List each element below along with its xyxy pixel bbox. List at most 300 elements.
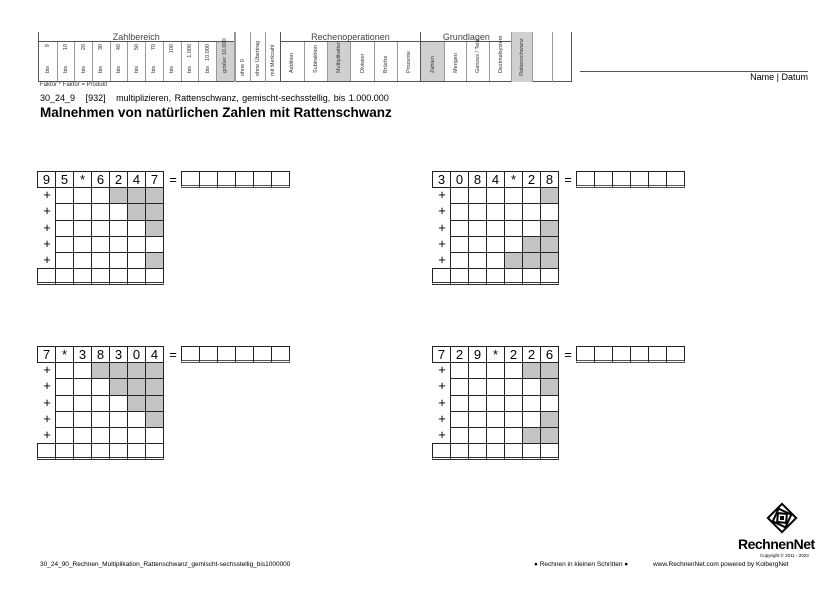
range-prefix: bis [80,65,87,73]
multiplication-task [433,347,685,460]
result-box[interactable] [253,346,272,363]
answer-cell[interactable] [486,427,505,444]
plus-sign: + [438,426,446,442]
answer-cell[interactable] [91,427,110,444]
answer-cell[interactable] [73,236,92,253]
range-prefix: bis [63,65,70,73]
problem-digit: 9 [468,346,487,363]
shaded-cell [540,378,559,395]
page-title: Malnehmen von natürlichen Zahlen mit Rattenschwanz [40,105,392,120]
result-box[interactable] [271,171,290,188]
logo-text: RechnenNet [738,536,815,552]
answer-cell[interactable] [127,252,146,269]
result-box[interactable] [199,171,218,188]
answer-cell[interactable] [55,252,74,269]
sum-cell[interactable] [468,443,487,460]
header-column [327,42,350,81]
answer-cell[interactable] [109,236,128,253]
shaded-cell [127,362,146,379]
range-prefix: bis [44,65,51,73]
header-column [421,42,444,81]
answer-cell[interactable] [73,411,92,428]
footer-filename: 30_24_90_Rechnen_Multiplikation_Rattenschwanz_gemischt-sechsstellig_bis1000000 [40,561,291,568]
partial-product-row [433,253,685,269]
answer-cell[interactable] [522,411,541,428]
answer-cell[interactable] [145,427,164,444]
partial-product-row [433,204,685,220]
answer-cell[interactable] [109,252,128,269]
problem-digit: * [73,171,92,188]
sum-cell[interactable] [504,268,523,285]
multiplication-task [38,347,290,460]
plus-sign: + [438,235,446,251]
answer-cell[interactable] [55,187,74,204]
problem-digit: 4 [127,171,146,188]
answer-cell[interactable] [91,236,110,253]
partial-product-row [433,396,685,412]
answer-cell[interactable] [55,220,74,237]
plus-sign: + [438,187,446,203]
problem-digit: 6 [91,171,110,188]
range-value: größer 10.000 [222,38,229,73]
shaded-cell [127,395,146,412]
problem-digit: 4 [486,171,505,188]
result-box[interactable] [181,171,200,188]
sum-cell[interactable] [468,268,487,285]
shaded-cell [145,187,164,204]
answer-cell[interactable] [109,220,128,237]
header-column [374,42,397,81]
shaded-cell [109,362,128,379]
problem-row [433,347,559,363]
answer-cell[interactable] [450,395,469,412]
answer-cell[interactable] [522,187,541,204]
result-box[interactable] [666,346,685,363]
result-boxes [577,172,685,188]
answer-cell[interactable] [486,395,505,412]
range-prefix: bis [98,65,105,73]
problem-digit: 3 [432,171,451,188]
problem-digit: 6 [540,346,559,363]
result-box[interactable] [271,346,290,363]
result-box[interactable] [576,346,595,363]
shaded-cell [145,395,164,412]
answer-cell[interactable] [91,203,110,220]
sum-cell[interactable] [432,268,451,285]
answer-cell[interactable] [504,395,523,412]
sum-cell[interactable] [145,268,164,285]
plus-sign: + [438,394,446,410]
answer-cell[interactable] [504,362,523,379]
problem-digit: 7 [432,346,451,363]
answer-cell[interactable] [486,362,505,379]
answer-cell[interactable] [127,427,146,444]
result-box[interactable] [217,171,236,188]
shaded-cell [109,378,128,395]
answer-cell[interactable] [468,362,487,379]
range-prefix: bis [116,65,123,73]
range-prefix: bis [169,65,176,73]
header-column [304,42,327,81]
operation-label: Division [359,53,366,73]
sum-cell[interactable] [127,268,146,285]
answer-cell[interactable] [468,411,487,428]
header-column [281,42,304,81]
result-box[interactable] [666,171,685,188]
answer-cell[interactable] [450,220,469,237]
answer-cell[interactable] [73,395,92,412]
partial-product-row [433,188,685,204]
shaded-cell [127,187,146,204]
problem-digit: 8 [91,346,110,363]
answer-cell[interactable] [55,378,74,395]
grundlagen-group [420,32,511,81]
range-value: 30 [98,44,105,51]
sum-cell[interactable] [109,443,128,460]
answer-cell[interactable] [468,395,487,412]
answer-cell[interactable] [55,236,74,253]
result-box[interactable] [199,346,218,363]
header-column [39,42,57,81]
operation-label: Brüche [382,55,389,73]
answer-cell[interactable] [450,187,469,204]
partial-product-row [38,221,290,237]
answer-cell[interactable] [91,411,110,428]
shaded-cell [145,411,164,428]
sum-cell[interactable] [450,443,469,460]
shaded-cell [540,236,559,253]
result-box[interactable] [181,346,200,363]
problem-digit: 8 [468,171,487,188]
answer-cell[interactable] [73,187,92,204]
logo-spiral-icon [764,500,800,536]
answer-cell[interactable] [55,427,74,444]
partial-product-row [38,412,290,428]
result-boxes [182,172,290,188]
shaded-cell [540,427,559,444]
range-prefix: bis [186,65,193,73]
sum-cell[interactable] [504,443,523,460]
range-value: 9 [44,44,51,48]
operation-label: Addition [289,53,296,73]
sum-row [38,444,290,460]
plus-sign: + [438,362,446,378]
sum-cell[interactable] [55,443,74,460]
zahlbereich-group-title: Zahlbereich [39,32,234,42]
worksheet-code: 30_24_9 [40,93,76,103]
result-box[interactable] [612,171,631,188]
sum-row [433,444,685,460]
rattenschwanz-label: Rattenschwanz [519,38,526,76]
header-column [250,32,265,82]
shaded-cell [145,378,164,395]
answer-cell[interactable] [522,203,541,220]
answer-cell[interactable] [73,252,92,269]
problem-row [38,172,164,188]
answer-cell[interactable] [450,203,469,220]
shaded-cell [504,252,523,269]
answer-cell[interactable] [468,220,487,237]
shaded-cell [540,187,559,204]
operation-label: Subtraktion [313,45,319,73]
sum-cell[interactable] [91,268,110,285]
equals-sign: = [564,172,572,187]
answer-cell[interactable] [450,411,469,428]
sum-cell[interactable] [522,268,541,285]
answer-cell[interactable] [450,427,469,444]
answer-cell[interactable] [540,395,559,412]
sum-cell[interactable] [73,443,92,460]
sum-cell[interactable] [91,443,110,460]
basics-label: Zahlen [429,56,436,73]
answer-cell[interactable] [504,411,523,428]
equals-sign: = [564,347,572,362]
range-value: 70 [151,44,158,51]
answer-cell[interactable] [468,378,487,395]
partial-product-row [433,237,685,253]
header-column [489,35,512,81]
partial-product-row [433,379,685,395]
header-column [350,42,373,81]
problem-row [433,172,559,188]
partial-product-row [38,237,290,253]
multiplication-task [38,172,290,285]
partial-product-row [38,428,290,444]
basics-label: Dezimalsystem [497,35,504,73]
problem-digit: 0 [450,171,469,188]
answer-cell[interactable] [145,236,164,253]
answer-cell[interactable] [522,378,541,395]
answer-cell[interactable] [486,203,505,220]
result-boxes [577,347,685,363]
answer-cell[interactable] [109,427,128,444]
result-box[interactable] [594,171,613,188]
shaded-cell [522,252,541,269]
equals-sign: = [169,172,177,187]
partial-product-row [38,253,290,269]
result-box[interactable] [576,171,595,188]
answer-cell[interactable] [55,411,74,428]
answer-cell[interactable] [91,252,110,269]
plus-sign: + [43,426,51,442]
header-column [466,38,489,81]
answer-cell[interactable] [55,362,74,379]
answer-cell[interactable] [504,203,523,220]
problem-digit: 7 [145,171,164,188]
result-box[interactable] [253,171,272,188]
sum-cell[interactable] [109,268,128,285]
answer-cell[interactable] [55,203,74,220]
answer-cell[interactable] [109,395,128,412]
sum-cell[interactable] [540,443,559,460]
problem-digit: 3 [109,346,128,363]
copyright: Copyright © 2011 - 2023 [760,553,809,558]
plus-sign: + [43,203,51,219]
sum-cell[interactable] [37,443,56,460]
sum-row [433,269,685,285]
range-prefix: bis [133,65,140,73]
sum-cell[interactable] [540,268,559,285]
shaded-cell [145,252,164,269]
answer-cell[interactable] [486,252,505,269]
range-value: 50 [133,44,140,51]
answer-cell[interactable] [522,220,541,237]
partial-product-row [433,221,685,237]
worksheet-code-line [40,93,389,103]
result-box[interactable] [594,346,613,363]
name-date-label: Name | Datum [750,72,808,82]
problem-digit: 2 [450,346,469,363]
plus-sign: + [438,251,446,267]
shaded-cell [540,362,559,379]
answer-cell[interactable] [468,427,487,444]
problem-digit: 2 [522,171,541,188]
answer-cell[interactable] [55,395,74,412]
problem-digit: 4 [145,346,164,363]
answer-cell[interactable] [468,187,487,204]
problem-digit: 5 [55,171,74,188]
basics-label: Ganzes / Teile [475,38,482,73]
answer-cell[interactable] [504,187,523,204]
answer-cell[interactable] [504,220,523,237]
answer-cell[interactable] [109,411,128,428]
answer-cell[interactable] [540,203,559,220]
shaded-cell [540,252,559,269]
shaded-cell [540,220,559,237]
answer-cell[interactable] [468,203,487,220]
answer-cell[interactable] [504,236,523,253]
sum-cell[interactable] [486,268,505,285]
operation-label: Prozente [406,50,413,73]
range-prefix: bis [204,65,211,73]
plus-sign: + [43,251,51,267]
range-prefix: bis [151,65,158,73]
result-box[interactable] [630,171,649,188]
partial-product-row [433,412,685,428]
answer-cell[interactable] [468,236,487,253]
answer-cell[interactable] [486,236,505,253]
answer-cell[interactable] [127,411,146,428]
result-box[interactable] [612,346,631,363]
problem-digit: 9 [37,171,56,188]
sum-cell[interactable] [127,443,146,460]
sum-cell[interactable] [55,268,74,285]
plus-sign: + [43,410,51,426]
multiplication-task [433,172,685,285]
category-header-table [38,32,572,82]
problem-row [38,347,164,363]
rechnennet-logo [764,500,800,536]
sum-cell[interactable] [37,268,56,285]
header-column [198,42,216,81]
answer-cell[interactable] [522,395,541,412]
result-box[interactable] [630,346,649,363]
header-column [216,38,234,81]
sum-cell[interactable] [522,443,541,460]
plus-sign: + [43,362,51,378]
result-box[interactable] [235,346,254,363]
answer-cell[interactable] [73,220,92,237]
shaded-cell [145,220,164,237]
operation-label: Multiplikation [336,41,343,73]
rechenoperationen-group [280,32,421,81]
sum-row [38,269,290,285]
shaded-cell [91,362,110,379]
answer-cell[interactable] [91,378,110,395]
extra-label: mit Merkzahl [269,44,276,76]
sum-cell[interactable] [486,443,505,460]
shaded-cell [127,378,146,395]
answer-cell[interactable] [73,362,92,379]
header-column [512,32,532,82]
header-column [444,42,467,81]
shaded-cell [522,362,541,379]
answer-cell[interactable] [504,427,523,444]
sum-cell[interactable] [145,443,164,460]
problem-digit: 8 [540,171,559,188]
answer-cell[interactable] [450,252,469,269]
answer-cell[interactable] [127,236,146,253]
answer-cell[interactable] [91,395,110,412]
answer-cell[interactable] [486,378,505,395]
answer-cell[interactable] [450,362,469,379]
shaded-cell [522,427,541,444]
answer-cell[interactable] [91,220,110,237]
answer-cell[interactable] [91,187,110,204]
answer-cell[interactable] [450,378,469,395]
answer-cell[interactable] [73,427,92,444]
header-column [92,42,110,81]
basics-label: Mengen [452,53,459,73]
sum-cell[interactable] [450,268,469,285]
footer-site: www.RechnenNet.com powered by KolbergNet [653,561,789,568]
result-box[interactable] [648,346,667,363]
range-value: 100 [169,44,176,54]
partial-product-row [38,396,290,412]
answer-cell[interactable] [486,411,505,428]
problem-digit: * [504,171,523,188]
header-column [552,32,571,82]
result-box[interactable] [235,171,254,188]
plus-sign: + [438,378,446,394]
answer-cell[interactable] [486,187,505,204]
answer-cell[interactable] [127,220,146,237]
result-box[interactable] [217,346,236,363]
equals-sign: = [169,347,177,362]
partial-product-row [38,379,290,395]
partial-product-row [38,363,290,379]
grundlagen-group-title: Grundlagen [421,32,511,42]
answer-cell[interactable] [450,236,469,253]
result-boxes [182,347,290,363]
problem-digit: * [486,346,505,363]
header-column [110,42,128,81]
partial-product-row [38,204,290,220]
answer-cell[interactable] [109,203,128,220]
problem-digit: 0 [127,346,146,363]
answer-cell[interactable] [504,378,523,395]
sum-cell[interactable] [432,443,451,460]
sum-cell[interactable] [73,268,92,285]
header-column [532,32,552,82]
answer-cell[interactable] [73,203,92,220]
answer-cell[interactable] [468,252,487,269]
answer-cell[interactable] [486,220,505,237]
result-box[interactable] [648,171,667,188]
header-column [181,42,199,81]
worksheet-number: [932] [85,93,106,103]
answer-cell[interactable] [73,378,92,395]
